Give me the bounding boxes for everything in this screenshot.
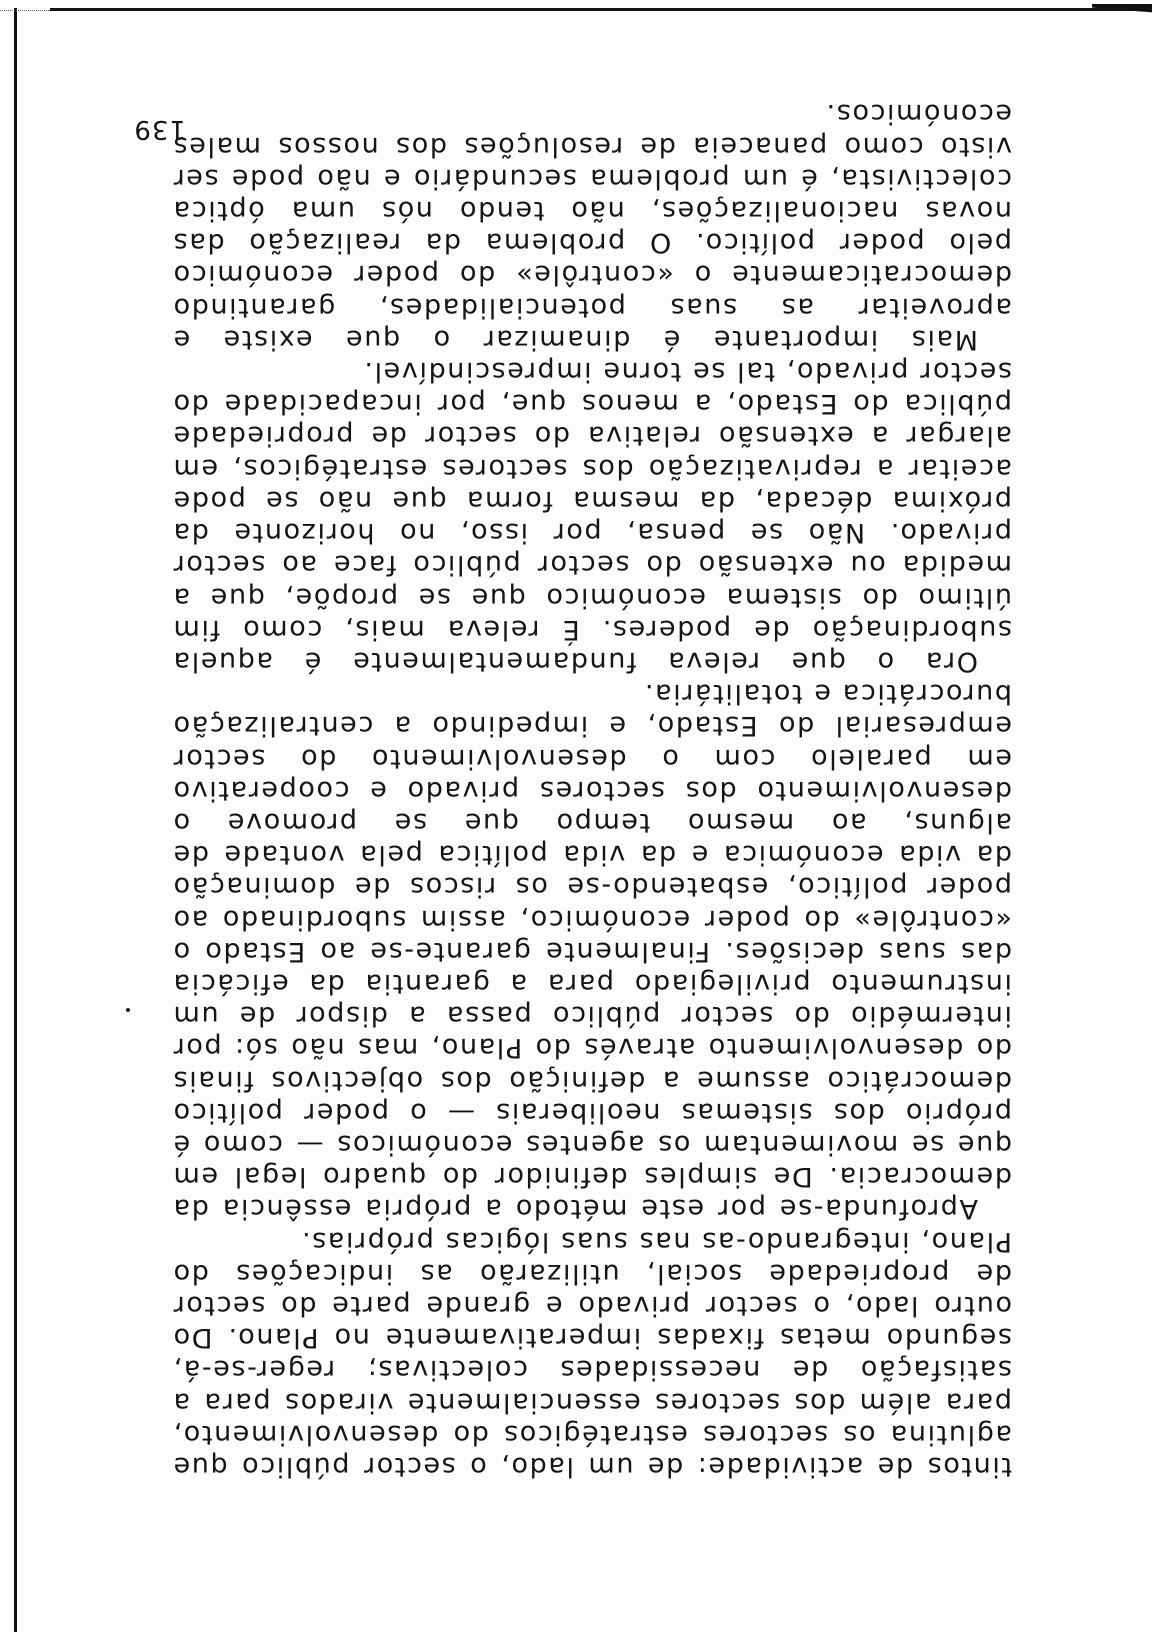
paragraph-2: Aprofunda-se por este método a própria essência da democracia. De simples definidor do quadro legal em que se movimentam os agentes económicos — como é próprio dos sistemas neoliberais — o poder político democrático assume a definição dos objectivos finais do desenvolvimento através do Plano, mas não só: por intermédio do sector público passa a dispor de um instrumento privilegiado para a garantia da eficácia das suas decisões. Finalmente garante-se ao Estado o «contrôle» do poder económico, assim subordinado ao poder político, esbatendo-se os riscos de dominação da vida económica e da vida política pela vontade de alguns, ao mesmo tempo que se promove o desenvolvimento dos sectores privado e cooperativo em paralelo com o desenvolvimento do sector empresarial do Estado, e impedindo a centralização burocrática e totalitária. [172, 678, 1012, 1225]
paragraph-1: tintos de actividade: de um lado, o sector público que aglutina os sectores estratégicos do desenvolvimento, para além dos sectores essencialmente virados para a satisfação de necessidades colectivas; reger-se-á, segundo metas fixadas imperativamente no Plano. Do outro lado, o sector privado e grande parte do sector de propriedade social, utilizarão as indicações do Plano, integrando-as nas suas lógicas próprias. [172, 1225, 1012, 1482]
scan-frame-dotted-edge [0, 9, 50, 11]
paragraph-3: Ora o que releva fundamentalmente é aquela subordinação de poderes. É releva mais, como fim último do sistema económico que se propõe, que a medida ou extensão do sector público face ao sector privado. Não se pensa, por isso, no horizonte da próxima década, da mesma forma que não se pode aceitar a reprivatização dos sectores estratégicos, em alargar a extensão relativa do sector de propriedade pública do Estado, a menos que, por incapacidade do sector privado, tal se torne imprescindível. [172, 356, 1012, 677]
scan-frame-edge-right [14, 8, 17, 1632]
body-text [172, 97, 1012, 1482]
paragraph-4: Mais importante é dinamizar o que existe e aproveitar as suas potencialidades, garantindo democraticamente o «contrôle» do poder económico pelo poder político. O problema da realização das novas nacionalizações, não tendo nós uma óptica colectivista, é um problema secundário e não pode ser visto como panaceia de resoluções dos nossos males económicos. [172, 98, 1012, 355]
margin-speck [126, 1008, 130, 1012]
page-number: 139 [133, 114, 186, 144]
scan-frame-edge-bottom [50, 8, 1152, 11]
